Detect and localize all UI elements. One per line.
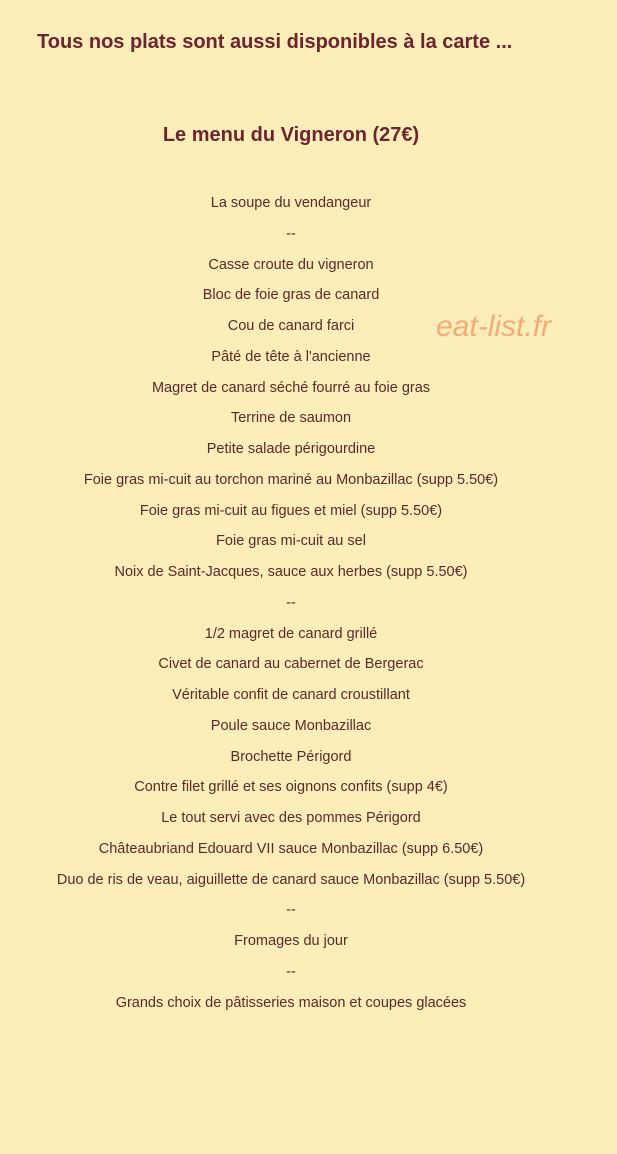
menu-item: Le tout servi avec des pommes Périgord — [161, 810, 421, 826]
menu-item: La soupe du vendangeur — [210, 195, 372, 211]
menu-item: Terrine de saumon — [230, 410, 352, 427]
menu-item: Magret de canard séché fourré au foie gras — [151, 379, 431, 396]
menu-item: 1/2 magret de canard grillé — [204, 625, 378, 642]
menu-item: Fromages du jour — [234, 933, 348, 949]
course-separator: -- — [286, 902, 296, 919]
menu-item: Foie gras mi-cuit au torchon mariné au Monbazillac (supp 5.50€) — [83, 471, 499, 488]
menu-item: Noix de Saint-Jacques, sauce aux herbes (supp 5.50€) — [114, 564, 468, 580]
menu-item: Véritable confit de canard croustillant — [172, 687, 410, 703]
course-separator: -- — [286, 963, 296, 980]
menu-item: Châteaubriand Edouard VII sauce Monbazillac (supp 6.50€) — [98, 840, 484, 857]
menu-item: Casse croute du vigneron — [208, 256, 374, 273]
menu-list — [0, 188, 582, 1018]
menu-item: Bloc de foie gras de canard — [202, 287, 380, 304]
course-separator: -- — [286, 225, 296, 242]
menu-item: Contre filet grillé et ses oignons confits (supp 4€) — [134, 779, 448, 796]
menu-item: Poule sauce Monbazillac — [210, 717, 372, 734]
menu-item: Petite salade périgourdine — [206, 441, 376, 457]
menu-title: Le menu du Vigneron (27€) — [162, 124, 420, 146]
menu-item: Pâté de tête à l'ancienne — [211, 348, 371, 365]
course-separator: -- — [286, 594, 296, 611]
menu-item: Grands choix de pâtisseries maison et coupes glacées — [115, 994, 467, 1011]
intro-heading: Tous nos plats sont aussi disponibles à la carte ... — [37, 31, 513, 53]
menu-item: Cou de canard farci — [227, 318, 355, 334]
menu-item: Brochette Périgord — [230, 748, 352, 765]
menu-item: Foie gras mi-cuit au figues et miel (supp 5.50€) — [139, 502, 443, 519]
menu-item: Duo de ris de veau, aiguillette de canard sauce Monbazillac (supp 5.50€) — [56, 871, 526, 888]
menu-item: Civet de canard au cabernet de Bergerac — [158, 656, 424, 673]
watermark-logo: eat-list.fr — [436, 310, 552, 343]
menu-item: Foie gras mi-cuit au sel — [216, 533, 366, 550]
